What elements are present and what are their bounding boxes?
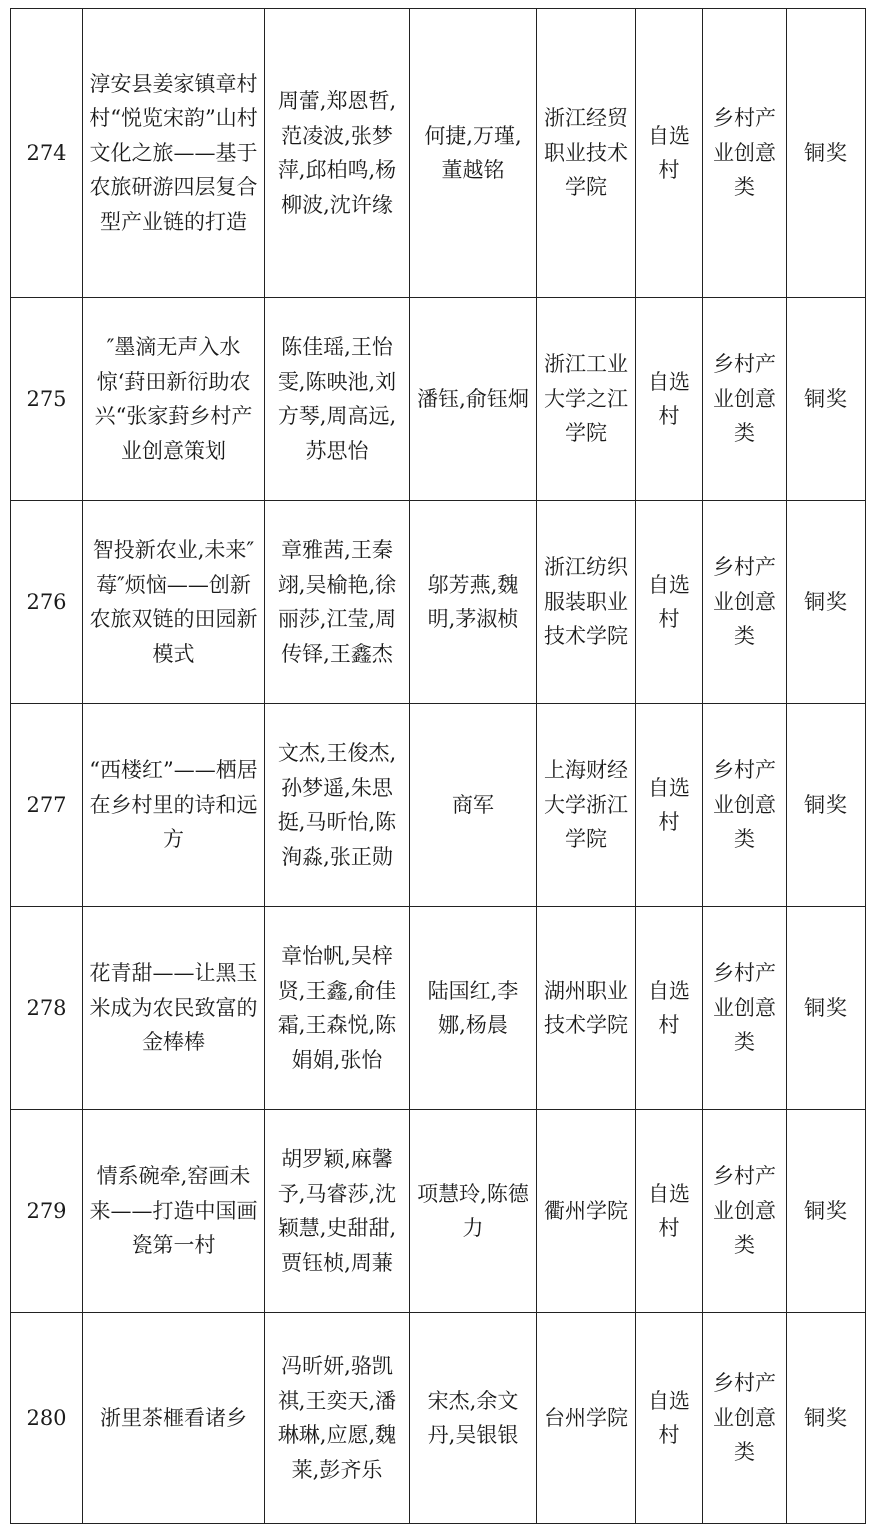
advisors: 宋杰,余文丹,吴银银 [410, 1313, 537, 1524]
advisors: 项慧玲,陈德力 [410, 1110, 537, 1313]
project-title: 浙里茶榧看诸乡 [83, 1313, 265, 1524]
village-type: 自选村 [636, 704, 703, 907]
category: 乡村产业创意类 [703, 704, 787, 907]
team-members: 胡罗颖,麻馨予,马睿莎,沈颖慧,史甜甜,贾钰桢,周蒹 [265, 1110, 410, 1313]
entry-number: 275 [11, 298, 83, 501]
village-type: 自选村 [636, 501, 703, 704]
table-row [11, 1313, 866, 1524]
award-level: 铜奖 [787, 501, 866, 704]
table-row [11, 704, 866, 907]
team-members: 冯昕妍,骆凯祺,王奕天,潘琳琳,应愿,魏莱,彭齐乐 [265, 1313, 410, 1524]
award-level: 铜奖 [787, 1110, 866, 1313]
award-level: 铜奖 [787, 907, 866, 1110]
school: 浙江纺织服装职业技术学院 [537, 501, 636, 704]
project-title: 淳安县姜家镇章村村“悦览宋韵”山村文化之旅——基于农旅研游四层复合型产业链的打造 [83, 9, 265, 298]
award-level: 铜奖 [787, 1313, 866, 1524]
entry-number: 274 [11, 9, 83, 298]
project-title: 情系碗牵,窑画未来——打造中国画瓷第一村 [83, 1110, 265, 1313]
project-title: 花青甜——让黑玉米成为农民致富的金棒棒 [83, 907, 265, 1110]
advisors: 邬芳燕,魏明,茅淑桢 [410, 501, 537, 704]
table-row [11, 907, 866, 1110]
advisors: 陆国红,李娜,杨晨 [410, 907, 537, 1110]
entry-number: 276 [11, 501, 83, 704]
category: 乡村产业创意类 [703, 9, 787, 298]
advisors: 潘钰,俞钰炯 [410, 298, 537, 501]
project-title: 智投新农业,未来″莓″烦恼——创新农旅双链的田园新模式 [83, 501, 265, 704]
category: 乡村产业创意类 [703, 1110, 787, 1313]
award-table-body [11, 9, 866, 1524]
team-members: 章雅茜,王秦翊,吴榆艳,徐丽莎,江莹,周传铎,王鑫杰 [265, 501, 410, 704]
school: 湖州职业技术学院 [537, 907, 636, 1110]
entry-number: 278 [11, 907, 83, 1110]
table-row [11, 1110, 866, 1313]
school: 上海财经大学浙江学院 [537, 704, 636, 907]
team-members: 周蕾,郑恩哲,范凌波,张梦萍,邱柏鸣,杨柳波,沈许缘 [265, 9, 410, 298]
table-row [11, 298, 866, 501]
village-type: 自选村 [636, 907, 703, 1110]
entry-number: 279 [11, 1110, 83, 1313]
award-table [10, 8, 866, 1524]
team-members: 文杰,王俊杰,孙梦遥,朱思挺,马昕怡,陈洵淼,张正勋 [265, 704, 410, 907]
school: 台州学院 [537, 1313, 636, 1524]
award-level: 铜奖 [787, 704, 866, 907]
project-title: ″墨滴无声入水惊‘葑田新衍助农兴“张家葑乡村产业创意策划 [83, 298, 265, 501]
award-level: 铜奖 [787, 298, 866, 501]
school: 衢州学院 [537, 1110, 636, 1313]
category: 乡村产业创意类 [703, 298, 787, 501]
table-row [11, 501, 866, 704]
award-level: 铜奖 [787, 9, 866, 298]
school: 浙江经贸职业技术学院 [537, 9, 636, 298]
village-type: 自选村 [636, 298, 703, 501]
entry-number: 277 [11, 704, 83, 907]
entry-number: 280 [11, 1313, 83, 1524]
advisors: 商军 [410, 704, 537, 907]
category: 乡村产业创意类 [703, 907, 787, 1110]
village-type: 自选村 [636, 1313, 703, 1524]
category: 乡村产业创意类 [703, 1313, 787, 1524]
village-type: 自选村 [636, 9, 703, 298]
village-type: 自选村 [636, 1110, 703, 1313]
team-members: 章怡帆,吴梓贤,王鑫,俞佳霜,王森悦,陈娟娟,张怡 [265, 907, 410, 1110]
team-members: 陈佳瑶,王怡雯,陈映池,刘方琴,周高远,苏思怡 [265, 298, 410, 501]
project-title: “西楼红”——栖居在乡村里的诗和远方 [83, 704, 265, 907]
category: 乡村产业创意类 [703, 501, 787, 704]
school: 浙江工业大学之江学院 [537, 298, 636, 501]
table-row [11, 9, 866, 298]
advisors: 何捷,万瑾,董越铭 [410, 9, 537, 298]
